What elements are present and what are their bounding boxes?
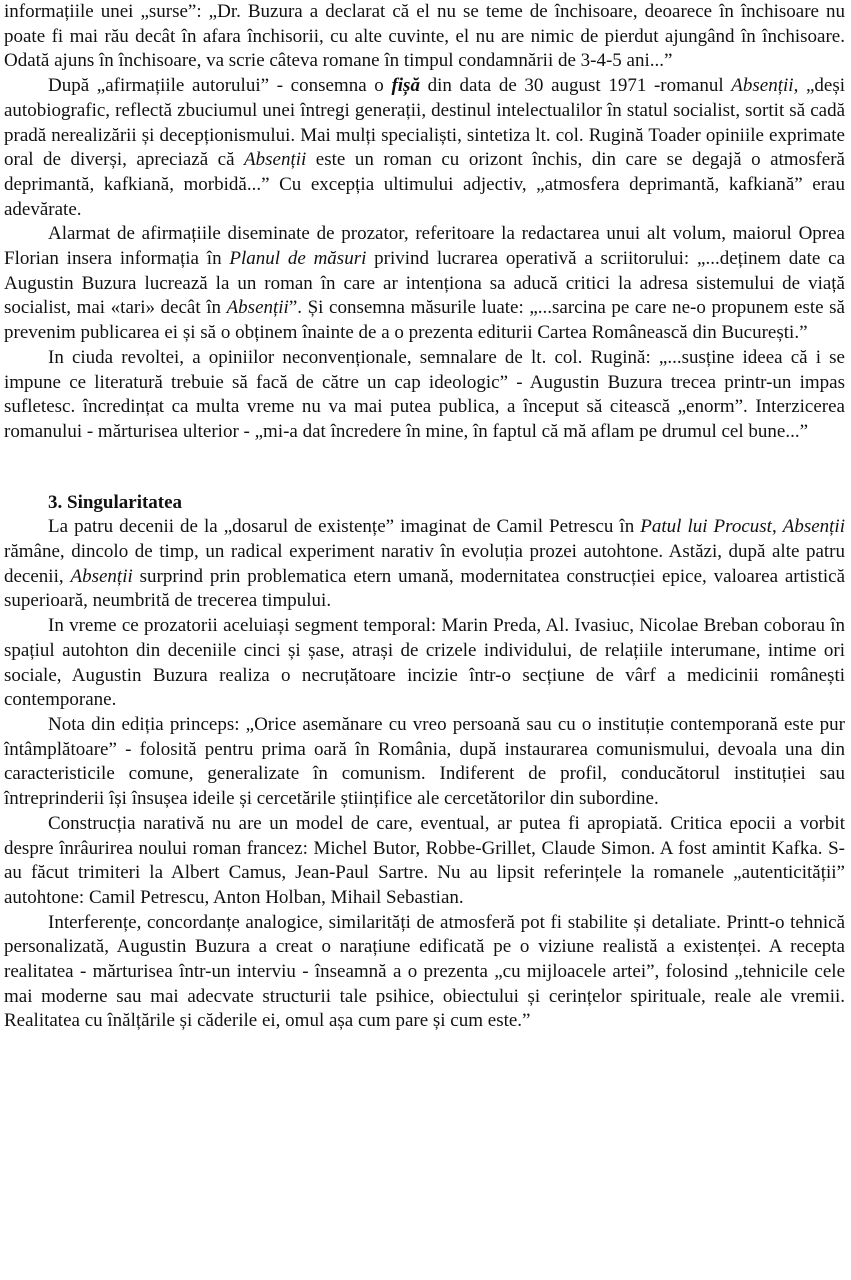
paragraphs-after xyxy=(4,515,845,1034)
italic-title: Absenții xyxy=(226,297,289,319)
text-run: , „deși autobiografic, reflectă zbuciumul unei întregi generații, destinul intelectualilor în statul socialist, sortit să cadă pradă nerealizării și decepționismului. Mai mulți specialiști, sintetiza lt. col. Rugină Toader opiniile exprimate oral de diverși, apreciază că xyxy=(4,75,846,171)
section-spacer xyxy=(4,445,845,491)
text-run: informațiile unei „surse”: „Dr. Buzura a declarat că el nu se teme de închisoare, deoarece în închisoare nu poate fi mai rău decât în afara închisorii, cu alte cuvinte, el nu are nimic de pierdut ajungând în închisoare. Odată ajuns în închisoare, va scrie câteva romane în timpul condamnării de 3-4-5 ani...” xyxy=(4,1,845,72)
text-run: , xyxy=(771,516,783,538)
text-run: In ciuda revoltei, a opiniilor neconvenționale, semnalare de lt. col. Rugină: „...susține ideea că i se impune ce literatură trebuie să facă de către un cap ideologic” - Augustin Buzura trecea printr-un impas sufletesc. încredințat ca multa vreme nu va mai putea publica, a început să citească „enorm”. Interzicerea romanului - mărturisea ulterior - „mi-a dat încredere în mine, în faptul că mă aflam pe drumul cel bune...” xyxy=(4,346,845,442)
paragraph xyxy=(4,222,845,346)
text-run: este un roman cu orizont închis, din care se degajă o atmosferă deprimantă, kafkiană, morbidă...” Cu excepția ultimului adjectiv, „atmosfera deprimantă, kafkiană” erau adevărate. xyxy=(4,149,845,220)
italic-title: Absenții xyxy=(70,565,133,587)
text-run: ”. Și consemna măsurile luate: „...sarcina pe care ne-o propunem este să prevenim publicarea ei și să o obținem înainte de a o prezenta editurii Cartea Românească din București.” xyxy=(4,297,845,344)
text-run: Construcția narativă nu are un model de care, eventual, ar putea fi apropiată. Critica epocii a vorbit despre înrâurirea noului roman francez: Michel Butor, Robbe-Grillet, Claude Simon. A fost amintit Kafka. S-au făcut trimiteri la Albert Camus, Jean-Paul Sartre. Nu au lipsit referințele la romanele „autenticității” autohtone: Camil Petrescu, Anton Holban, Mihail Sebastian. xyxy=(4,812,845,908)
paragraph xyxy=(4,74,845,222)
text-run: In vreme ce prozatorii aceluiași segment temporal: Marin Preda, Al. Ivasiuc, Nicolae Breban coborau în spațiul autohton din deceniile cinci și șase, atrași de crizele individului, de relațiile interumane, intime ori sociale, Augustin Buzura realiza o necruțătoare incizie într-o secțiune de vârf a medicinii românești contemporane. xyxy=(4,615,845,711)
italic-title: Absenții xyxy=(244,149,307,171)
text-run: privind lucrarea operativă a scriitorului: „...deținem date ca Augustin Buzura lucrează la un roman în care ar intenționa sa aducă critici la adresa sistemului de viață socialist, mai «tari» decât în xyxy=(4,248,846,319)
paragraph xyxy=(4,0,845,74)
text-run: rămâne, dincolo de timp, un radical experiment narativ în evoluția prozei autohtone. Astăzi, după alte patru decenii, xyxy=(4,541,845,587)
paragraphs-before xyxy=(4,0,845,445)
paragraph xyxy=(4,713,845,812)
italic-title: Absenții xyxy=(731,75,794,97)
paragraph xyxy=(4,346,845,445)
section-heading: 3. Singularitatea xyxy=(48,491,183,513)
paragraph xyxy=(4,911,845,1035)
text-run: Alarmat de afirmațiile diseminate de prozator, referitoare la redactarea unui alt volum, maiorul Oprea Florian insera informația în xyxy=(4,223,845,270)
text-run: Interferențe, concordanțe analogice, similarități de atmosferă pot fi stabilite și detaliate. Printt-o tehnică personalizată, Augustin Buzura a creat o narațiune edificată pe o viziune realistă a existenței. A recepta realitatea - mărturisea într-un interviu - înseamnă a o prezenta „cu mijloacele artei”, folosind „tehnicile cele mai moderne sau mai adecvate structurii tale psihice, obiectului și cerințelor spirituale, reale ale vremii. Realitatea cu înălțările și căderile ei, omul așa cum pare și cum este.” xyxy=(4,911,845,1032)
italic-title: Patul lui Procust xyxy=(640,516,772,538)
text-run: din data de 30 august 1971 -romanul xyxy=(419,75,732,97)
text-run: La patru decenii de la „dosarul de existențe” imaginat de Camil Petrescu în xyxy=(48,516,641,538)
paragraph xyxy=(4,812,845,911)
emphasis-text: fișă xyxy=(391,75,420,97)
italic-title: Planul de măsuri xyxy=(229,248,367,270)
italic-title: Absenții xyxy=(782,516,845,538)
paragraph xyxy=(4,614,845,713)
paragraph xyxy=(4,515,845,614)
text-run: După „afirmațiile autorului” - consemna o xyxy=(48,75,392,97)
text-run: Nota din ediția princeps: „Orice asemănare cu vreo persoană sau cu o instituție contemporană este pur întâmplătoare” - folosită pentru prima oară în România, după instaurarea comunismului, devoala una din caracteristicile comune, generalizate în comunism. Indiferent de profil, conducătorul instituției sau întreprinderii își însușea ideile și cercetările științifice ale cercetătorilor din subordine. xyxy=(4,713,845,810)
text-run: surprind prin problematica etern umană, modernitatea construcției epice, valoarea artistică superioară, neumbrită de trecerea timpului. xyxy=(4,565,846,612)
